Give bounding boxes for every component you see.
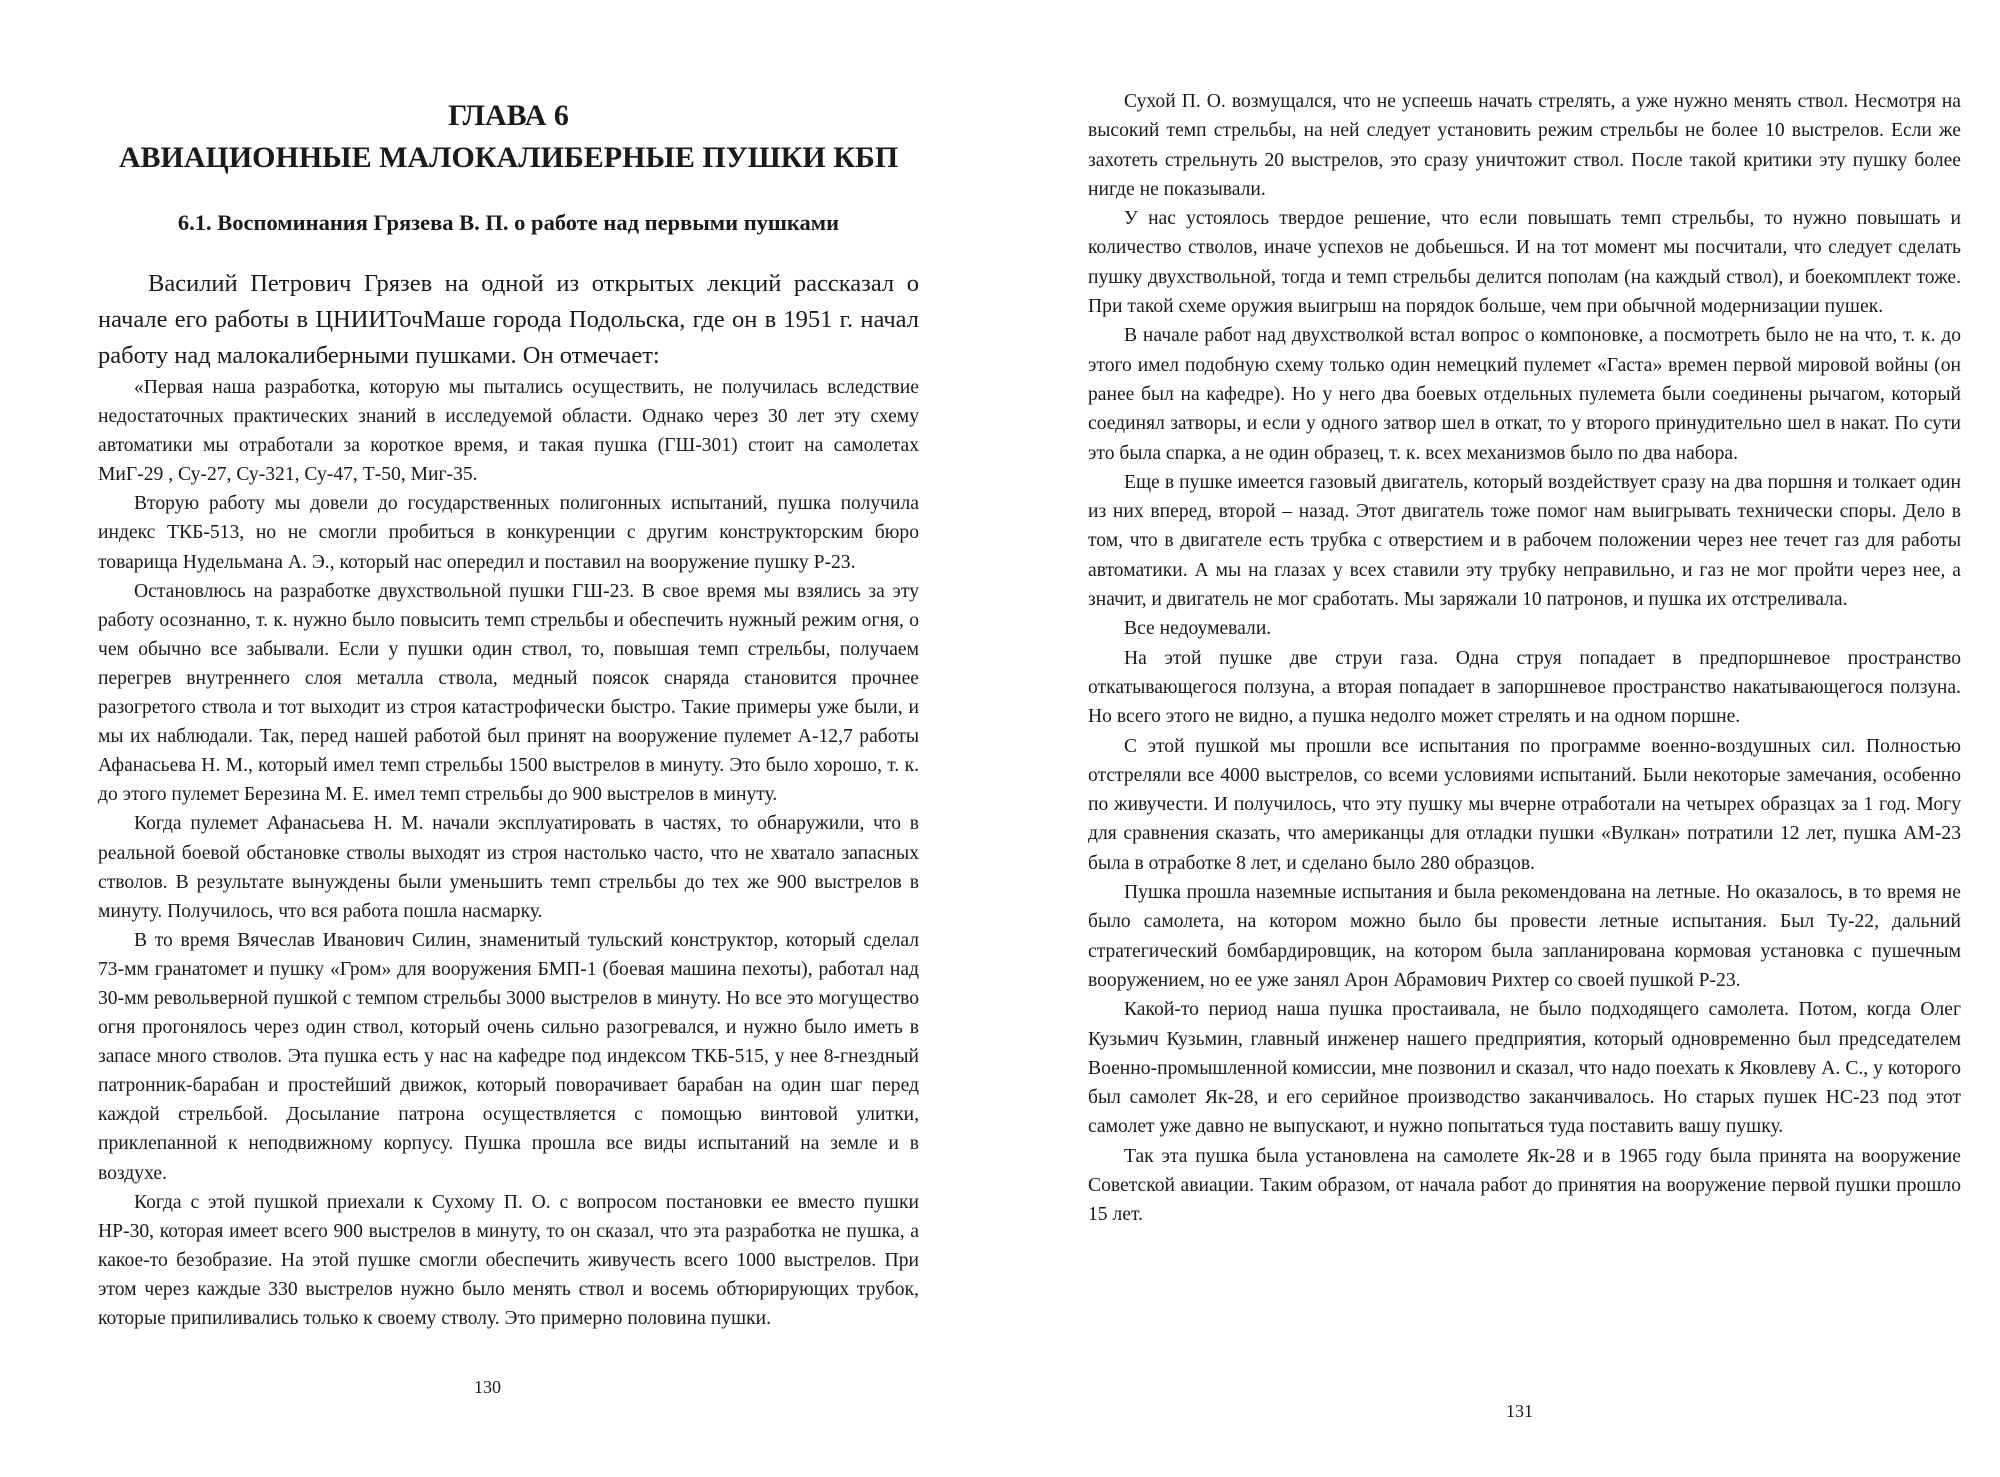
paragraph: Все недоумевали. (1124, 618, 1272, 640)
paragraph: Вторую работу мы довели до государственных полигонных испытаний, пушка получила индекс ТКБ-513, но не смогли пробиться в конкуренции с другим конструкторским бюро товарища Нудельмана А. Э., который нас опередил и поставил на вооружение пушку Р-23. (98, 493, 919, 573)
paragraph: Когда с этой пушкой приехали к Сухому П. О. с вопросом постановки ее вместо пушки НР-30, которая имеет всего 900 выстрелов в минуту, то он сказал, что эта разработка не пушка, а какое-то безобразие. На этой пушке смогли обеспечить живучесть всего 1000 выстрелов. При этом через каждые 330 выстрелов нужно было менять ствол и восемь обтюрирующих трубок, которые припиливались только к своему стволу. Это примерно половина пушки. (98, 1191, 919, 1329)
chapter-title: АВИАЦИОННЫЕ МАЛОКАЛИБЕРНЫЕ ПУШКИ КБП (118, 141, 899, 174)
right-body-text (1088, 87, 1961, 1230)
paragraph: Сухой П. О. возмущался, что не успеешь начать стрелять, а уже нужно менять ствол. Несмотря на высокий темп стрельбы, на ней следует установить режим стрельбы не более 10 выстрелов. Если же захотеть стрельнуть 20 выстрелов, это сразу уничтожит ствол. После такой критики эту пушку более нигде не показывали. (1088, 91, 1961, 200)
paragraph: В начале работ над двухстволкой встал вопрос о компоновке, а посмотреть было не на что, т. к. до этого имел подобную схему только один немецкий пулемет «Гаста» времен первой мировой войны (он ранее был на кафедре). Но у него два боевых отдельных пулемета были соединены рычагом, который соединял затворы, и если у одного затвор шел в откат, то у второго принудительно шел в накат. По сути это была спарка, а не один образец, т. к. всех механизмов было по два набора. (1088, 325, 1961, 464)
paragraph: Какой-то период наша пушка простаивала, не было подходящего самолета. Потом, когда Олег Кузьмич Кузьмин, главный инженер нашего предприятия, который одновременно был председателем Военно-промышленной комиссии, мне позвонил и сказал, что надо поехать к Яковлеву А. С., у которого был самолет Як-28, и его серийное производство заканчивалось. Но старых пушек НС-23 под этот самолет уже давно не выпускают, и нужно попытаться туда поставить вашу пушку. (1088, 999, 1961, 1138)
paragraph: Пушка прошла наземные испытания и была рекомендована на летные. Но оказалось, в то время не было самолета, на котором можно было бы провести летные испытания. Был Ту-22, дальний стратегический бомбардировщик, на котором была запланирована кормовая установка с пушечным вооружением, но ее уже занял Арон Абрамович Рихтер со своей пушкой Р-23. (1088, 882, 1961, 991)
chapter-label: ГЛАВА 6 (448, 99, 569, 132)
page-number-left: 130 (474, 1377, 501, 1397)
paragraph: Когда пулемет Афанасьева Н. М. начали эксплуатировать в частях, то обнаружили, что в реальной боевой обстановке стволы выходят из строя настолько часто, что не хватало запасных стволов. В результате вынуждены были уменьшить темп стрельбы до тех же 900 выстрелов в минуту. Получилось, что вся работа пошла насмарку. (98, 813, 919, 922)
paragraph: Так эта пушка была установлена на самолете Як-28 и в 1965 году была принята на вооружение Советской авиации. Таким образом, от начала работ до принятия на вооружение первой пушки прошло 15 лет. (1088, 1145, 1961, 1226)
paragraph: У нас устоялось твердое решение, что если повышать темп стрельбы, то нужно повышать и количество стволов, иначе успехов не добьешься. И на тот момент мы посчитали, что следует сделать пушку двухствольной, тогда и темп стрельбы делится пополам (на каждый ствол), и боекомплект тоже. При такой схеме оружия выигрыш на порядок больше, чем при обычной модернизации пушек. (1088, 208, 1961, 318)
left-body-text (98, 373, 919, 1333)
section-title: 6.1. Воспоминания Грязева В. П. о работе над первыми пушками (177, 210, 840, 235)
page-number-right: 131 (1506, 1401, 1533, 1421)
paragraph: На этой пушке две струи газа. Одна струя попадает в предпоршневое пространство откатывающегося ползуна, а вторая попадает в запоршневое пространство накатывающегося ползуна. Но всего этого не видно, а пушка недолго может стрелять и на одном поршне. (1088, 647, 1961, 728)
intro-paragraph: Василий Петрович Грязев на одной из открытых лекций рассказал о начале его работы в ЦНИИТочМаше города Подольска, где он в 1951 г. начал работу над малокалиберными пушками. Он отмечает: (98, 270, 919, 369)
paragraph: Остановлюсь на разработке двухствольной пушки ГШ-23. В свое время мы взялись за эту работу осознанно, т. к. нужно было повысить темп стрельбы и обеспечить нужный режим огня, о чем обычно все забывали. Если у пушки один ствол, то, повышая темп стрельбы, получаем перегрев внутреннего слоя металла ствола, медный поясок снаряда становится прочнее разогретого ствола и тот выходит из строя катастрофически быстро. Такие примеры уже были, и мы их наблюдали. Так, перед нашей работой был принят на вооружение пулемет А-12,7 работы Афанасьева Н. М., который имел темп стрельбы 1500 выстрелов в минуту. Это было хорошо, т. к. до этого пулемет Березина М. Е. имел темп стрельбы до 900 выстрелов в минуту. (98, 580, 919, 806)
paragraph: С этой пушкой мы прошли все испытания по программе военно-воздушных сил. Полностью отстреляли все 4000 выстрелов, со всеми условиями испытаний. Были некоторые замечания, особенно по живучести. И получилось, что эту пушку мы вчерне отработали на четырех образцах за 1 год. Могу для сравнения сказать, что американцы для отладки пушки «Вулкан» потратили 12 лет, пушка АМ-23 была в отработке 8 лет, и сделано было 280 образцов. (1088, 735, 1961, 874)
chapter-heading (98, 95, 919, 179)
paragraph: Еще в пушке имеется газовый двигатель, который воздействует сразу на два поршня и толкает один из них вперед, второй – назад. Этот двигатель тоже помог нам выигрывать технически споры. Дело в том, что в двигателе есть трубка с отверстием и в рабочем положении через нее течет газ для работы автоматики. А мы на глазах у всех ставили эту трубку неправильно, и газ не мог пройти через нее, а значит, и двигатель не мог сработать. Мы заряжали 10 патронов, и пушка их отстреливала. (1088, 471, 1961, 611)
right-page (1000, 0, 2000, 1477)
paragraph: «Первая наша разработка, которую мы пытались осуществить, не получилась вследствие недостаточных практических знаний в исследуемой области. Однако через 30 лет эту схему автоматики мы отработали за короткое время, и такая пушка (ГШ-301) стоит на самолетах МиГ-29 , Су-27, Су-321, Су-47, Т-50, Миг-35. (98, 377, 919, 486)
paragraph: В то время Вячеслав Иванович Силин, знаменитый тульский конструктор, который сделал 73-мм гранатомет и пушку «Гром» для вооружения БМП-1 (боевая машина пехоты), работал над 30-мм револьверной пушкой с темпом стрельбы 3000 выстрелов в минуту. Но все это могущество огня прогонялось через один ствол, который очень сильно разогревался, и нужно было иметь в запасе много стволов. Эта пушка есть у нас на кафедре под индексом ТКБ-515, у нее 8-гнездный патронник-барабан и простейший движок, который поворачивает барабан на один шаг перед каждой стрельбой. Досылание патрона осуществляется с помощью винтовой улитки, приклепанной к неподвижному корпусу. Пушка прошла все виды испытаний на земле и в воздухе. (98, 929, 919, 1184)
